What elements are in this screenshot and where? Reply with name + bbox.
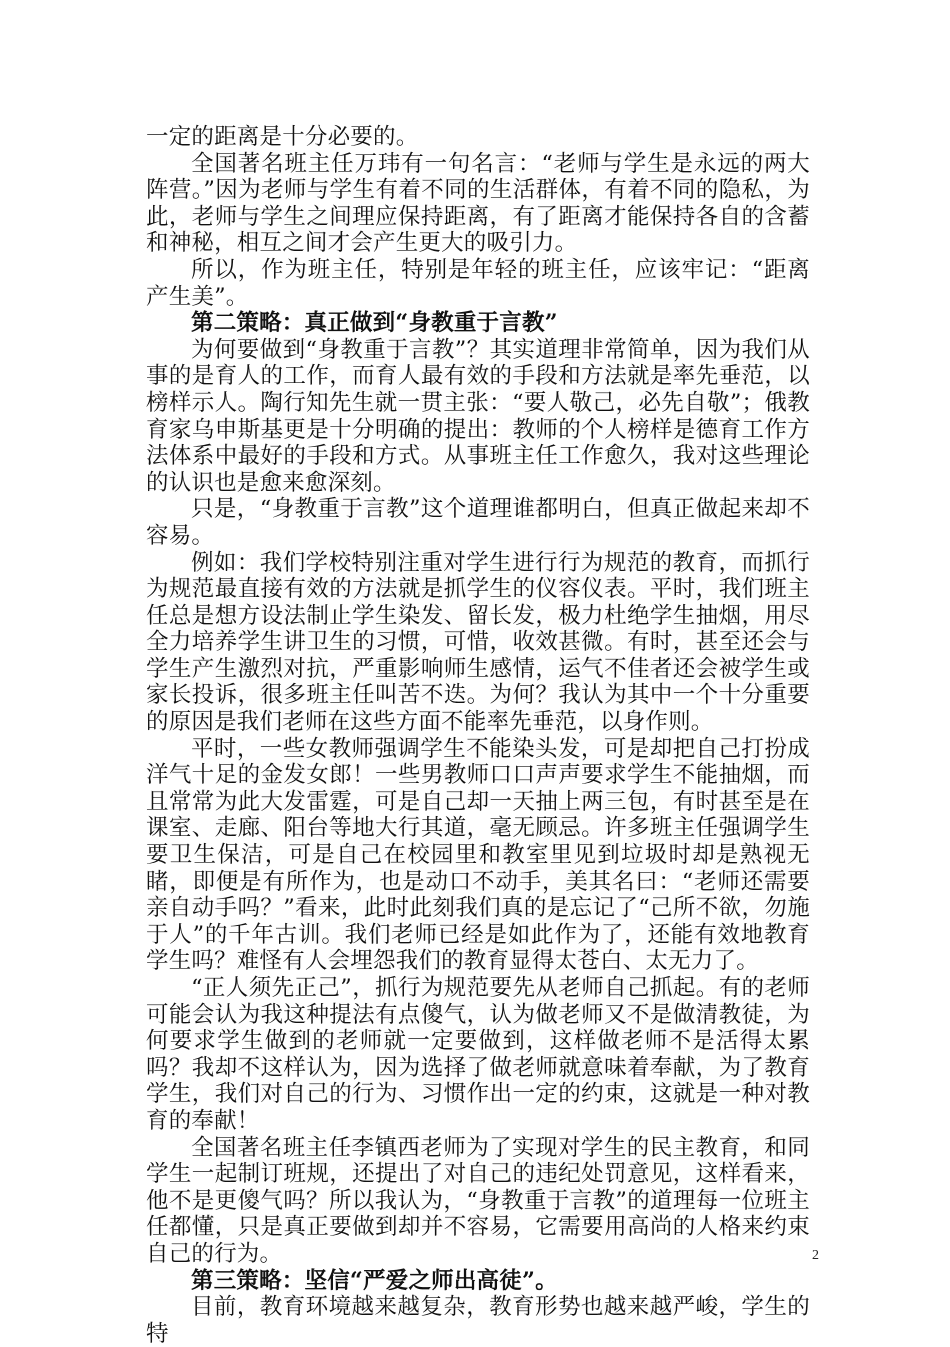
- page-number: 2: [812, 1248, 819, 1263]
- paragraph: 只是，“身教重于言教”这个道理谁都明白，但真正做起来却不容易。: [146, 496, 810, 549]
- paragraph: 例如：我们学校特别注重对学生进行行为规范的教育，而抓行为规范最直接有效的方法就是抓学生的仪容仪表。平时，我们班主任总是想方设法制止学生染发、留长发，极力杜绝学生抽烟，用尽全力培养学生讲卫生的习惯，可惜，收效甚微。有时，甚至还会与学生产生激烈对抗，严重影响师生感情，运气不佳者还会被学生或家长投诉，很多班主任叫苦不迭。为何？我认为其中一个十分重要的原因是我们老师在这些方面不能率先垂范，以身作则。: [146, 549, 810, 736]
- document-body: [146, 124, 810, 1347]
- paragraph: 一定的距离是十分必要的。: [146, 124, 419, 150]
- paragraph: 所以，作为班主任，特别是年轻的班主任，应该牢记：“距离产生美”。: [146, 256, 810, 310]
- section-heading: 第三策略：坚信“严爱之师出高徒”。: [191, 1267, 558, 1294]
- section-heading: 第二策略：真正做到“身教重于言教”: [191, 310, 558, 337]
- paragraph: 平时，一些女教师强调学生不能染头发，可是却把自己打扮成洋气十足的金发女郎！一些男教师口口声声要求学生不能抽烟，而且常常为此大发雷霆，可是自己却一天抽上两三包，有时甚至是在课室、走廊、阳台等地大行其道，毫无顾忌。许多班主任强调学生要卫生保洁，可是自己在校园里和教室里见到垃圾时却是熟视无睹，即便是有所作为，也是动口不动手，美其名曰：“老师还需要亲自动手吗？”看来，此时此刻我们真的是忘记了“己所不欲，勿施于人”的千年古训。我们老师已经是如此作为了，还能有效地教育学生吗？难怪有人会埋怨我们的教育显得太苍白、太无力了。: [146, 735, 810, 975]
- paragraph: “正人须先正己”，抓行为规范要先从老师自己抓起。有的老师可能会认为我这种提法有点傻气，认为做老师又不是做清教徒，为何要求学生做到的老师就一定要做到，这样做老师不是活得太累吗？我却不这样认为，因为选择了做老师就意味着奉献，为了教育学生，我们对自己的行为、习惯作出一定的约束，这就是一种对教育的奉献！: [146, 975, 810, 1134]
- paragraph: 全国著名班主任李镇西老师为了实现对学生的民主教育，和同学生一起制订班规，还提出了对自己的违纪处罚意见，这样看来，他不是更傻气吗？所以我认为，“身教重于言教”的道理每一位班主任都懂，只是真正要做到却并不容易，它需要用高尚的人格来约束自己的行为。: [146, 1134, 810, 1267]
- paragraph: 为何要做到“身教重于言教”？其实道理非常简单，因为我们从事的是育人的工作，而育人最有效的手段和方法就是率先垂范，以榜样示人。陶行知先生就一贯主张：“要人敬己，必先自敬”；俄教育家乌申斯基更是十分明确的提出：教师的个人榜样是德育工作方法体系中最好的手段和方式。从事班主任工作愈久，我对这些理论的认识也是愈来愈深刻。: [146, 336, 810, 496]
- paragraph: 全国著名班主任万玮有一句名言：“老师与学生是永远的两大阵营。”因为老师与学生有着不同的生活群体，有着不同的隐私，为此，老师与学生之间理应保持距离，有了距离才能保持各自的含蓄和神秘，相互之间才会产生更大的吸引力。: [146, 150, 810, 257]
- paragraph: 目前，教育环境越来越复杂，教育形势也越来越严峻，学生的特: [146, 1294, 810, 1347]
